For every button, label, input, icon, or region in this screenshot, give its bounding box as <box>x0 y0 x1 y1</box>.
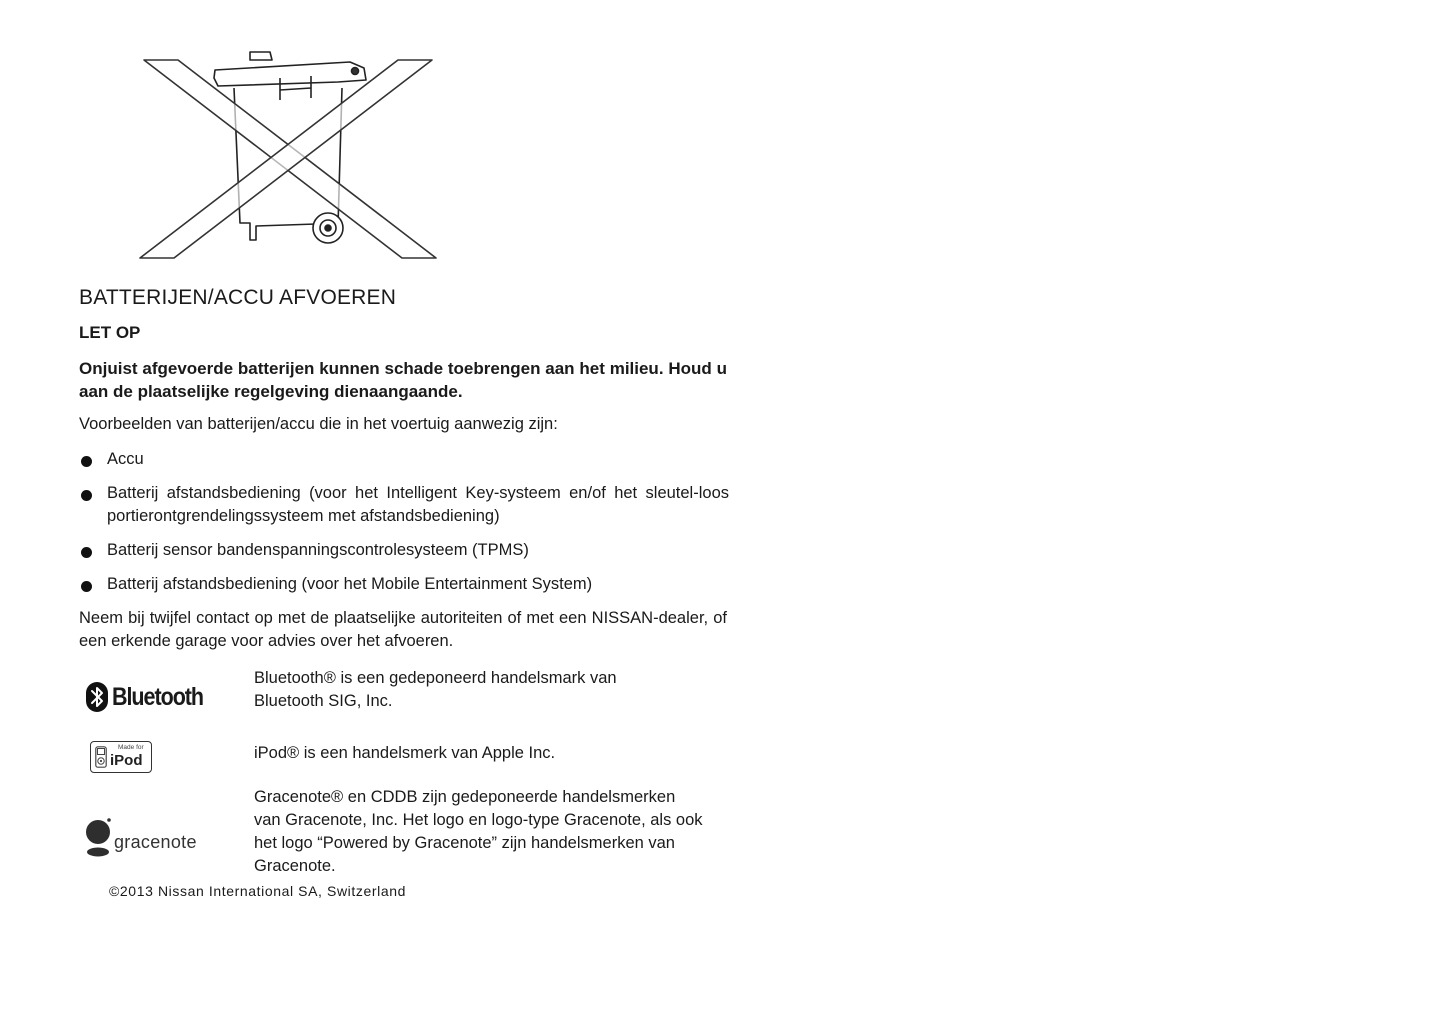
bullet-icon <box>81 547 92 558</box>
ipod-made-for-label: Made for <box>118 744 144 751</box>
copyright-notice: ©2013 Nissan International SA, Switzerland <box>109 883 406 899</box>
intro-text: Voorbeelden van batterijen/accu die in het voertuig aanwezig zijn: <box>79 415 558 433</box>
list-item-text: Batterij sensor bandenspanningscontrolesysteem (TPMS) <box>107 541 529 559</box>
gracenote-trademark-text: Gracenote® en CDDB zijn gedeponeerde handelsmerken van Gracenote, Inc. Het logo en logo-type Gracenote, als ook het logo “Powered by Gracenote” zijn handelsmerken van Gracenote. <box>254 788 703 875</box>
ipod-wordmark: iPod <box>110 752 143 769</box>
list-item <box>79 539 729 562</box>
closing-text: Neem bij twijfel contact op met de plaatselijke autoriteiten of met een NISSAN-dealer, of een erkende garage voor advies over het afvoeren. <box>79 609 727 650</box>
list-item <box>79 482 729 528</box>
list-item <box>79 573 729 596</box>
crossed-out-wheelie-bin-icon <box>138 48 440 264</box>
list-item-text: Batterij afstandsbediening (voor het Intelligent Key-systeem en/of het sleutel-loos portierontgrendelingssysteem met afstandsbediening) <box>107 484 729 525</box>
bullet-icon <box>81 456 92 467</box>
bluetooth-trademark-text: Bluetooth® is een gedeponeerd handelsmark van Bluetooth SIG, Inc. <box>254 669 617 710</box>
caution-label: LET OP <box>79 323 141 342</box>
list-item-text: Accu <box>107 450 144 468</box>
ipod-trademark-text: iPod® is een handelsmerk van Apple Inc. <box>254 744 556 762</box>
bluetooth-icon <box>86 682 108 712</box>
gracenote-logo <box>84 816 219 862</box>
bluetooth-logo <box>86 680 218 714</box>
list-item <box>79 448 729 471</box>
section-title: BATTERIJEN/ACCU AFVOEREN <box>79 286 397 309</box>
gracenote-mark-icon <box>84 816 114 860</box>
gracenote-wordmark: gracenote <box>114 832 197 852</box>
bluetooth-wordmark: Bluetooth <box>112 682 204 711</box>
caution-text: Onjuist afgevoerde batterijen kunnen schade toebrengen aan het milieu. Houd u aan de plaatselijke regelgeving dienaangaande. <box>79 359 727 401</box>
list-item-text: Batterij afstandsbediening (voor het Mobile Entertainment System) <box>107 575 593 593</box>
ipod-device-icon <box>95 746 107 768</box>
bullet-icon <box>81 490 92 501</box>
bullet-icon <box>81 581 92 592</box>
ipod-logo <box>90 741 152 773</box>
